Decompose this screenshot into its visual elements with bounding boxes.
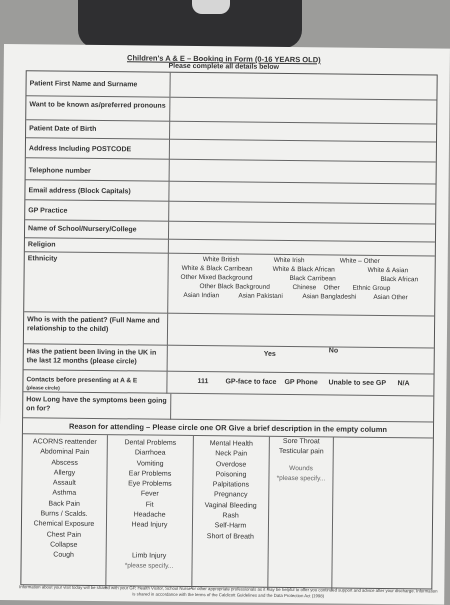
reason-header: Reason for attending – Please circle one OR Give a brief description in the empty column — [68, 421, 388, 435]
reason-option[interactable]: Short of Breath — [206, 532, 254, 541]
option-no[interactable]: No — [328, 347, 339, 355]
reason-free-text-column[interactable] — [332, 437, 433, 591]
reason-column-1 — [21, 434, 108, 588]
reason-option[interactable]: ACORNS reattender — [32, 438, 97, 446]
ethnicity-option[interactable]: Asian Indian — [183, 291, 220, 300]
reason-option[interactable]: Head Injury — [131, 521, 168, 530]
ethnicity-options — [172, 254, 431, 317]
label-how-long: How Long have the symptoms been going on for? — [23, 392, 171, 420]
label-contacts-note: (please circle) — [26, 385, 60, 392]
ethnicity-option[interactable]: Other Mixed Background — [180, 273, 253, 282]
reason-option[interactable]: Abdominal Pain — [40, 448, 90, 457]
booking-form-paper — [0, 44, 450, 605]
specify-note: *please specify... — [124, 562, 174, 570]
reason-option[interactable]: Diarrhoea — [134, 449, 166, 458]
label-outside-uk: Has the patient been living in the UK in the last 12 months (please circle) — [24, 344, 168, 372]
reason-option[interactable]: Chemical Exposure — [33, 520, 95, 529]
reason-option[interactable]: Headache — [133, 511, 166, 519]
label-pronouns: Want to be known as/preferred pronouns — [26, 96, 170, 122]
reason-option[interactable]: Cough — [53, 551, 74, 560]
reason-column-2 — [106, 435, 194, 589]
reason-option[interactable]: Asthma — [52, 490, 77, 498]
reason-option[interactable]: Eye Problems — [128, 480, 172, 488]
ethnicity-option[interactable]: White & Black Carribean — [181, 264, 253, 273]
ethnicity-option[interactable]: White – Other — [339, 257, 380, 265]
form-table — [20, 70, 437, 589]
ethnicity-option[interactable]: White Irish — [273, 256, 305, 265]
ethnicity-option[interactable]: Asian Other — [373, 293, 408, 302]
reason-option[interactable]: Abscess — [51, 459, 78, 467]
ethnicity-option[interactable]: Asian Bangladeshi — [302, 293, 357, 301]
label-gp: GP Practice — [25, 200, 169, 222]
reason-column-3 — [192, 436, 270, 590]
reason-option[interactable]: Sore Throat — [282, 437, 320, 446]
label-contacts-text: Contacts before presenting at A & E — [26, 376, 138, 385]
form-subtitle: Please complete all details below — [168, 62, 280, 71]
reason-option[interactable]: Vaginal Bleeding — [204, 501, 257, 510]
option-yes[interactable]: Yes — [263, 350, 276, 358]
ethnicity-option[interactable]: Other Black Background — [199, 283, 270, 291]
clip-highlight — [192, 0, 230, 14]
row-ethnicity — [24, 251, 435, 316]
option-111[interactable]: 111 — [197, 378, 209, 386]
label-email: Email address (Block Capitals) — [25, 180, 169, 202]
reason-section — [21, 417, 433, 591]
reason-option[interactable]: Fever — [140, 490, 159, 499]
label-religion: Religion — [25, 238, 169, 254]
reason-option[interactable]: Collapse — [50, 541, 78, 549]
reason-option[interactable]: Allergy — [53, 469, 76, 477]
ethnicity-option[interactable]: White & Black African — [272, 265, 335, 274]
specify-note: *please specify... — [276, 474, 326, 483]
reason-option[interactable]: Testicular pain — [278, 448, 324, 456]
reason-option[interactable]: Dental Problems — [124, 439, 177, 447]
reason-option[interactable]: Neck Pain — [215, 450, 248, 458]
reason-option[interactable]: Burns / Scalds. — [40, 510, 88, 518]
label-ethnicity: Ethnicity — [24, 252, 169, 314]
reason-option[interactable]: Palpitations — [212, 481, 250, 489]
label-dob: Patient Date of Birth — [26, 120, 170, 140]
reason-option[interactable]: Overdose — [215, 460, 247, 469]
label-who-with: Who is with the patient? (Full Name and relationship to the child) — [24, 312, 168, 346]
reason-option[interactable]: Poisoning — [215, 471, 247, 479]
ethnicity-option[interactable]: White & Asian — [367, 266, 409, 275]
option-gp-phone[interactable]: GP Phone — [284, 378, 318, 387]
reason-option[interactable]: Limb Injury — [131, 552, 167, 560]
option-unable-gp[interactable]: Unable to see GP — [328, 379, 387, 388]
privacy-footer: Information about your visit today will be shared with your GP, Health Visitor, School Nurse or other appropriate professionals as it may be helpful to offer you continued support and advice after your discharge. Information is shared in accordance with the terms of the Caldicott Guidelines and the Data Protection Act (1998) — [19, 584, 438, 599]
option-na[interactable]: N/A — [397, 380, 410, 388]
ethnicity-option[interactable]: Ethnic Group — [352, 284, 391, 293]
label-address: Address Including POSTCODE — [26, 138, 170, 160]
reason-option[interactable]: Self-Harm — [214, 522, 247, 530]
reason-option[interactable]: Back Pain — [48, 500, 80, 508]
reason-option[interactable]: Assault — [52, 479, 76, 487]
reason-columns — [21, 433, 433, 591]
ethnicity-option[interactable]: Chinese — [292, 284, 317, 292]
ethnicity-option[interactable]: White British — [202, 256, 240, 264]
label-telephone: Telephone number — [26, 158, 170, 182]
ethnicity-option[interactable]: Black African — [380, 275, 419, 284]
reason-option[interactable]: Pregnancy — [214, 491, 248, 500]
label-first-name: Patient First Name and Surname — [26, 71, 170, 97]
form-title: Children's A & E – Booking in Form (0-16 YEARS OLD) — [127, 53, 321, 65]
reason-option[interactable]: Rash — [222, 512, 239, 520]
ethnicity-option[interactable]: Other — [323, 284, 340, 292]
reason-option[interactable]: Chest Pain — [46, 531, 82, 539]
clipboard-clip — [78, 0, 302, 48]
ethnicity-option[interactable]: Black Carribean — [289, 275, 336, 283]
reason-option[interactable]: Fit — [145, 501, 154, 509]
reason-option[interactable]: Vomiting — [136, 460, 164, 468]
ethnicity-option[interactable]: Asian Pakistani — [238, 292, 283, 300]
option-gp-face[interactable]: GP-face to face — [225, 378, 277, 386]
label-contacts — [23, 370, 167, 394]
reason-option[interactable]: Ear Problems — [128, 470, 172, 478]
label-school: Name of School/Nursery/College — [25, 220, 169, 240]
reason-option[interactable]: Mental Health — [209, 440, 253, 448]
reason-option[interactable]: Wounds — [289, 464, 313, 472]
reason-column-4 — [268, 437, 334, 591]
